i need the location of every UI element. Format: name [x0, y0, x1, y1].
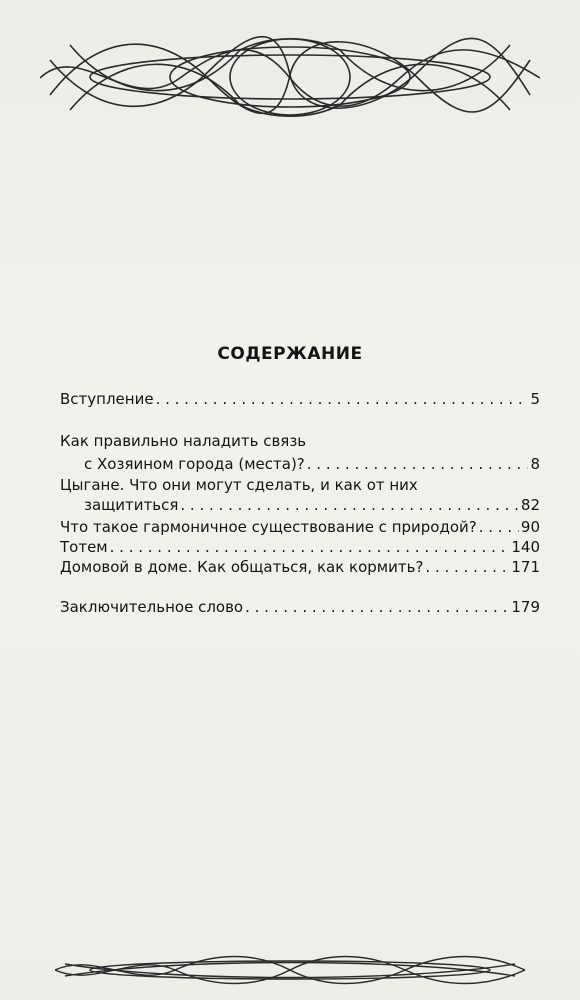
- toc-entry-title-line1[interactable]: Цыгане. Что они могут сделать, и как от них: [60, 476, 418, 494]
- toc-entry-title: Вступление: [60, 390, 154, 408]
- toc-entry-title: Тотем: [60, 538, 108, 556]
- bottom-ornament: [55, 950, 525, 990]
- toc-page-number: 5: [530, 390, 540, 408]
- toc-page-number: 140: [511, 538, 540, 556]
- dot-leader: [479, 518, 519, 536]
- dot-leader: [156, 390, 529, 408]
- dot-leader: [180, 496, 519, 514]
- toc-entry-domovoy[interactable]: [60, 558, 540, 576]
- toc-entry-title-line2: защититься: [84, 496, 179, 514]
- toc-entry-title-line1[interactable]: Как правильно наладить связь: [60, 432, 307, 450]
- toc-entry-city-master[interactable]: [60, 455, 540, 473]
- top-ornament: [40, 20, 540, 130]
- contents-heading: СОДЕРЖАНИЕ: [217, 344, 363, 364]
- toc-entry-title: Что такое гармоничное существование с природой?: [60, 518, 477, 536]
- toc-entry-conclusion[interactable]: [60, 598, 540, 616]
- toc-page-number: 90: [520, 518, 540, 536]
- toc-entry-gypsies[interactable]: [60, 496, 540, 514]
- toc-page-number: 179: [511, 598, 540, 616]
- toc-entry-title: Заключительное слово: [60, 598, 244, 616]
- dot-leader: [307, 455, 529, 473]
- toc-entry-title-line2: с Хозяином города (места)?: [84, 455, 305, 473]
- toc-entry-totem[interactable]: [60, 538, 540, 556]
- toc-page-number: 82: [520, 496, 540, 514]
- toc-page-number: 8: [530, 455, 540, 473]
- toc-entry-introduction[interactable]: [60, 390, 540, 408]
- dot-leader: [110, 538, 510, 556]
- dot-leader: [245, 598, 509, 616]
- toc-page-number: 171: [511, 558, 540, 576]
- toc-entry-harmony-nature[interactable]: [60, 518, 540, 536]
- toc-entry-title: Домовой в доме. Как общаться, как кормить?: [60, 558, 424, 576]
- dot-leader: [425, 558, 509, 576]
